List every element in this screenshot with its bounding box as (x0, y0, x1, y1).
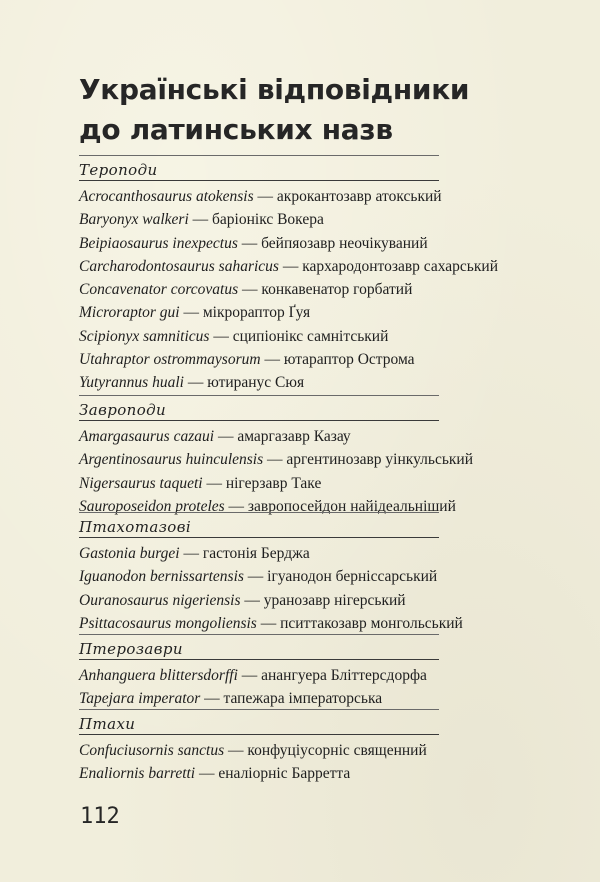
latin-name: Anhanguera blittersdorffi (79, 667, 238, 684)
dash-separator: — (214, 428, 238, 445)
section-header (79, 398, 439, 421)
dash-separator: — (263, 451, 287, 469)
list-item (79, 589, 599, 612)
section-header (79, 158, 439, 181)
page-title (79, 70, 549, 150)
section-title: Птерозаври (79, 640, 183, 658)
list-item (79, 255, 599, 278)
section-sauropods (79, 398, 474, 518)
list-item (79, 612, 599, 635)
dash-separator: — (238, 281, 262, 299)
entry-list (79, 542, 599, 635)
entry-list (79, 425, 599, 518)
dash-separator: — (224, 497, 248, 515)
section-birds (79, 712, 439, 786)
latin-name: Sauroposeidon proteles (79, 497, 225, 515)
section-header (79, 515, 439, 538)
dash-separator: — (237, 667, 262, 684)
ukrainian-name: гастонія Берджа (202, 545, 310, 562)
ukrainian-name: тапежара імператорська (223, 690, 383, 708)
entry-list (79, 185, 599, 395)
ukrainian-name: еналіорніс Барретта (218, 765, 351, 783)
ukrainian-name: бейпяозавр неочікуваний (261, 234, 428, 252)
ukrainian-name: завропосейдон найідеальніший (247, 497, 456, 515)
ukrainian-name: акрокантозавр атокський (276, 188, 442, 205)
dash-separator: — (243, 568, 268, 586)
dash-separator: — (179, 545, 203, 562)
latin-name: Utahraptor ostrommaysorum (79, 351, 261, 369)
latin-name: Nigersaurus taqueti (79, 474, 203, 492)
ukrainian-name: нігерзавр Таке (225, 474, 322, 492)
latin-name: Yutyrannus huali (79, 374, 184, 392)
list-item (79, 348, 599, 371)
section-title: Завроподи (79, 401, 167, 419)
latin-name: Tapejara imperator (79, 690, 201, 708)
list-item (79, 301, 599, 324)
page-title-line-2: до латинських назв (79, 113, 393, 146)
dash-separator: — (209, 327, 233, 345)
dash-separator: — (256, 614, 281, 632)
ukrainian-name: аргентинозавр уінкульський (286, 451, 474, 469)
ukrainian-name: ютиранус Сюя (207, 374, 305, 392)
list-item (79, 762, 599, 785)
dash-separator: — (253, 188, 277, 205)
section-ornithischians (79, 515, 463, 635)
latin-name: Iguanodon bernissartensis (79, 568, 244, 586)
ukrainian-name: амаргазавр Казау (237, 428, 351, 445)
ukrainian-name: конфуціусорніс священний (247, 742, 427, 759)
latin-name: Enaliornis barretti (79, 765, 196, 783)
ukrainian-name: ютараптор Острома (283, 351, 415, 369)
dash-separator: — (240, 591, 264, 609)
entry-list (79, 739, 599, 786)
dash-separator: — (202, 474, 226, 492)
list-item (79, 448, 599, 471)
ukrainian-name: ігуанодон берніссарський (267, 568, 438, 586)
list-item (79, 232, 599, 255)
latin-name: Ouranosaurus nigeriensis (79, 591, 241, 609)
dash-separator: — (188, 211, 213, 229)
dash-separator: — (260, 351, 284, 369)
ukrainian-name: пситтакозавр монгольський (280, 614, 463, 632)
dash-separator: — (179, 304, 203, 322)
page-number: 112 (80, 804, 120, 829)
list-item (79, 687, 599, 710)
section-theropods (79, 158, 498, 395)
dash-separator: — (237, 234, 262, 252)
list-item (79, 664, 599, 687)
section-title: Тероподи (79, 161, 158, 179)
dash-separator: — (195, 765, 219, 783)
list-item (79, 472, 599, 495)
dash-separator: — (200, 690, 224, 708)
list-item (79, 371, 599, 394)
section-pterosaurs (79, 637, 439, 711)
entry-list (79, 664, 599, 711)
list-item (79, 425, 599, 448)
latin-name: Amargasaurus cazaui (79, 428, 215, 445)
latin-name: Scipionyx samniticus (79, 327, 210, 345)
list-item (79, 185, 599, 208)
section-title: Птахи (79, 715, 136, 733)
page-title-line-1: Українські відповідники (79, 73, 470, 106)
dash-separator: — (224, 742, 248, 759)
list-item (79, 565, 599, 588)
section-header (79, 712, 439, 735)
latin-name: Argentinosaurus huinculensis (79, 451, 264, 469)
dash-separator: — (183, 374, 208, 392)
latin-name: Confuciusornis sanctus (79, 742, 225, 759)
list-item (79, 208, 599, 231)
ukrainian-name: баріонікс Вокера (212, 211, 324, 229)
ukrainian-name: мікрораптор Ґуя (202, 304, 311, 322)
ukrainian-name: конкавенатор горбатий (261, 281, 413, 299)
latin-name: Acrocanthosaurus atokensis (79, 188, 254, 205)
list-item (79, 278, 599, 301)
latin-name: Microraptor gui (79, 304, 180, 322)
list-item (79, 739, 599, 762)
ukrainian-name: сципіонікс самнітський (232, 327, 389, 345)
section-title: Птахотазові (79, 518, 192, 536)
latin-name: Carcharodontosaurus saharicus (79, 257, 279, 275)
latin-name: Baryonyx walkeri (79, 211, 189, 229)
latin-name: Beipiaosaurus inexpectus (79, 234, 238, 252)
list-item (79, 542, 599, 565)
latin-name: Gastonia burgei (79, 545, 180, 562)
ukrainian-name: уранозавр нігерський (263, 591, 406, 609)
ukrainian-name: анангуера Бліттерсдорфа (261, 667, 427, 684)
latin-name: Psittacosaurus mongoliensis (79, 614, 257, 632)
section-header (79, 637, 439, 660)
dash-separator: — (278, 257, 303, 275)
ukrainian-name: кархародонтозавр сахарський (302, 257, 498, 275)
latin-name: Concavenator corcovatus (79, 281, 239, 299)
list-item (79, 325, 599, 348)
